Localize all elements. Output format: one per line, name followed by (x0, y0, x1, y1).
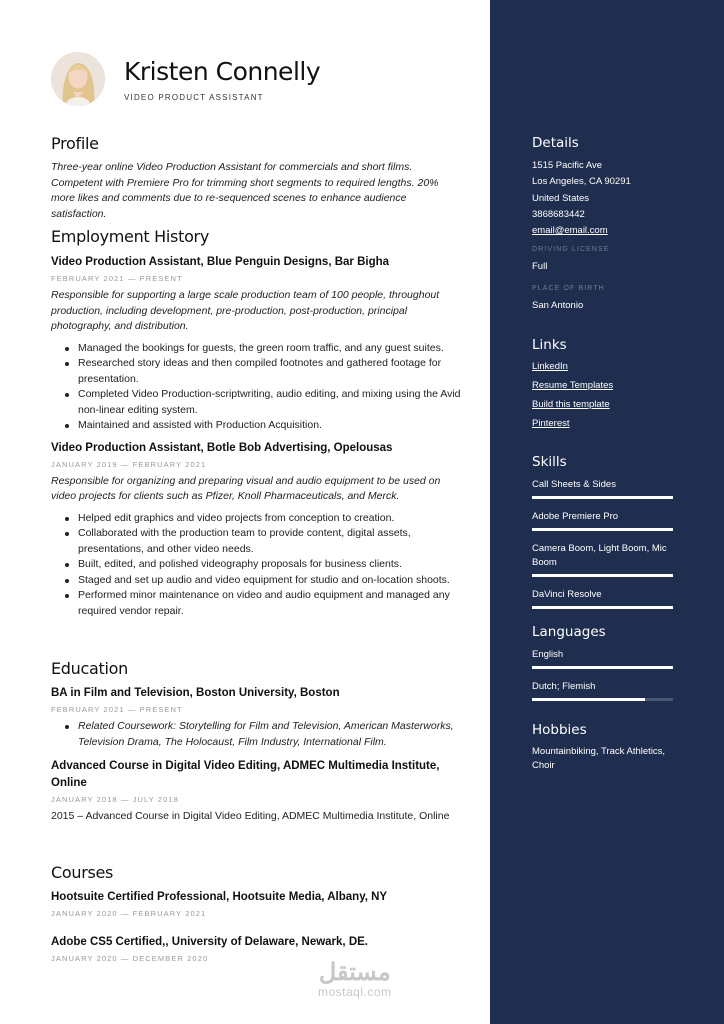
job-dates: FEBRUARY 2021 — PRESENT (51, 274, 183, 283)
languages-heading: Languages (532, 624, 606, 640)
education-section (51, 659, 461, 825)
language-item (532, 648, 673, 669)
job-title: Video Production Assistant, Blue Penguin Designs, Bar Bigha (51, 256, 390, 268)
list-item: Managed the bookings for guests, the green room traffic, and any guest suites. (78, 341, 461, 357)
profile-text: Three-year online Video Production Assistant for commercials and short films. Competent with Premiere Pro for trimming short segments to required lengths. 20% more likes and comments due to re-sequenced scenes to enhance audience satisfaction. (51, 161, 439, 220)
skill-bar-fill (532, 528, 673, 531)
job-title: Video Production Assistant, Botle Bob Advertising, Opelousas (51, 441, 393, 454)
language-bar (532, 666, 673, 669)
language-bar (532, 698, 673, 701)
education-title: BA in Film and Television, Boston University, Boston (51, 687, 340, 699)
profile-heading: Profile (51, 134, 99, 153)
avatar (51, 52, 105, 106)
job-entry (51, 440, 461, 620)
list-item: Collaborated with the production team to provide content, digital assets, presentations, and other video needs. (78, 526, 461, 557)
candidate-name: Kristen Connelly (124, 56, 321, 86)
hobbies-section (532, 722, 682, 773)
course-entry (51, 889, 461, 920)
skill-label: Adobe Premiere Pro (532, 511, 619, 522)
skill-bar-fill (532, 606, 673, 609)
skill-bar (532, 574, 673, 577)
links-section (532, 337, 692, 430)
hobbies-heading: Hobbies (532, 722, 587, 738)
courses-section (51, 863, 461, 965)
list-item: Staged and set up audio and video equipment for studio and on-location shoots. (78, 573, 461, 589)
language-label: English (532, 649, 564, 660)
skill-bar (532, 606, 673, 609)
employment-heading: Employment History (51, 227, 210, 246)
job-dates: JANUARY 2019 — FEBRUARY 2021 (51, 459, 207, 469)
education-dates: JANUARY 2018 — JULY 2018 (51, 795, 179, 804)
list-item: Built, edited, and polished videography proposals for business clients. (78, 557, 461, 573)
avatar-photo (51, 52, 105, 106)
place-of-birth-label: PLACE OF BIRTH (532, 284, 605, 292)
education-text: 2015 – Advanced Course in Digital Video Editing, ADMEC Multimedia Institute, Online (51, 810, 450, 822)
link-build-template[interactable]: Build this template (532, 399, 610, 410)
skill-bar-fill (532, 496, 673, 499)
skill-bar (532, 528, 673, 531)
job-entry (51, 254, 461, 434)
watermark-latin: mostaql.com (318, 985, 392, 999)
address-line-2: Los Angeles, CA 90291 (532, 176, 631, 188)
email-link[interactable]: email@email.com (532, 225, 608, 237)
language-item (532, 680, 673, 701)
education-title: Advanced Course in Digital Video Editing, ADMEC Multimedia Institute, Online (51, 760, 440, 789)
place-of-birth-value: San Antonio (532, 299, 584, 311)
skill-item (532, 478, 673, 499)
language-label: Dutch; Flemish (532, 681, 596, 692)
link-linkedin[interactable]: LinkedIn (532, 361, 568, 372)
education-heading: Education (51, 659, 128, 678)
employment-section (51, 227, 461, 619)
list-item: Maintained and assisted with Production Acquisition. (78, 418, 461, 434)
course-title: Hootsuite Certified Professional, Hootsuite Media, Albany, NY (51, 891, 388, 903)
skills-section (532, 454, 692, 609)
phone: 3868683442 (532, 208, 585, 220)
course-dates: JANUARY 2020 — FEBRUARY 2021 (51, 909, 207, 918)
links-heading: Links (532, 337, 567, 353)
link-resume-templates[interactable]: Resume Templates (532, 380, 614, 391)
skill-label: DaVinci Resolve (532, 589, 602, 600)
job-bullets (51, 511, 461, 620)
list-item: Performed minor maintenance on video and audio equipment and managed any required vendor repair. (78, 588, 461, 619)
header (51, 52, 320, 106)
job-summary: Responsible for organizing and preparing visual and audio equipment to be used on video projects for clients such as Pfizer, Knoll Pharmaceuticals, and Merck. (51, 474, 441, 502)
languages-section (532, 624, 692, 701)
skill-item (532, 588, 673, 609)
courses-heading: Courses (51, 863, 114, 882)
list-item: Completed Video Production-scriptwriting, audio editing, and mixing using the Avid non-linear editing system. (78, 387, 461, 418)
address-line-1: 1515 Pacific Ave (532, 160, 603, 171)
skill-bar (532, 496, 673, 499)
list-item: Helped edit graphics and video projects from conception to creation. (78, 511, 461, 527)
skill-label: Camera Boom, Light Boom, Mic Boom (532, 543, 667, 568)
hobbies-text: Mountainbiking, Track Athletics, Choir (532, 746, 666, 771)
details-section (532, 135, 692, 314)
language-bar-fill (532, 666, 673, 669)
skill-item (532, 542, 673, 577)
driving-license-label: DRIVING LICENSE (532, 246, 610, 254)
job-bullets (51, 341, 461, 434)
skill-label: Call Sheets & Sides (532, 479, 616, 490)
watermark-arabic: مستقل (318, 959, 391, 986)
education-entry (51, 758, 461, 825)
link-pinterest[interactable]: Pinterest (532, 418, 570, 429)
list-item: Related Coursework: Storytelling for Film and Television, American Masterworks, Television Drama, The Holocaust, Film Industry, International Film. (78, 719, 461, 750)
watermark (318, 960, 392, 998)
course-entry (51, 934, 461, 965)
profile-section (51, 134, 461, 222)
job-summary: Responsible for supporting a large scale production team of 100 people, throughout production, including development, pre-production, post-production, principal photography, and distribution. (51, 289, 440, 332)
driving-license-value: Full (532, 261, 548, 273)
details-heading: Details (532, 135, 579, 151)
education-dates: FEBRUARY 2021 — PRESENT (51, 705, 183, 714)
skill-item (532, 510, 673, 531)
language-bar-fill (532, 698, 645, 701)
country: United States (532, 192, 590, 204)
education-entry (51, 685, 461, 750)
list-item: Researched story ideas and then compiled footnotes and gathered footage for presentation. (78, 356, 461, 387)
course-title: Adobe CS5 Certified,, University of Delaware, Newark, DE. (51, 936, 368, 948)
course-dates: JANUARY 2020 — DECEMBER 2020 (51, 954, 209, 963)
education-bullets (51, 719, 461, 750)
skill-bar-fill (532, 574, 673, 577)
skills-heading: Skills (532, 454, 567, 470)
candidate-job-title: VIDEO PRODUCT ASSISTANT (124, 92, 264, 102)
